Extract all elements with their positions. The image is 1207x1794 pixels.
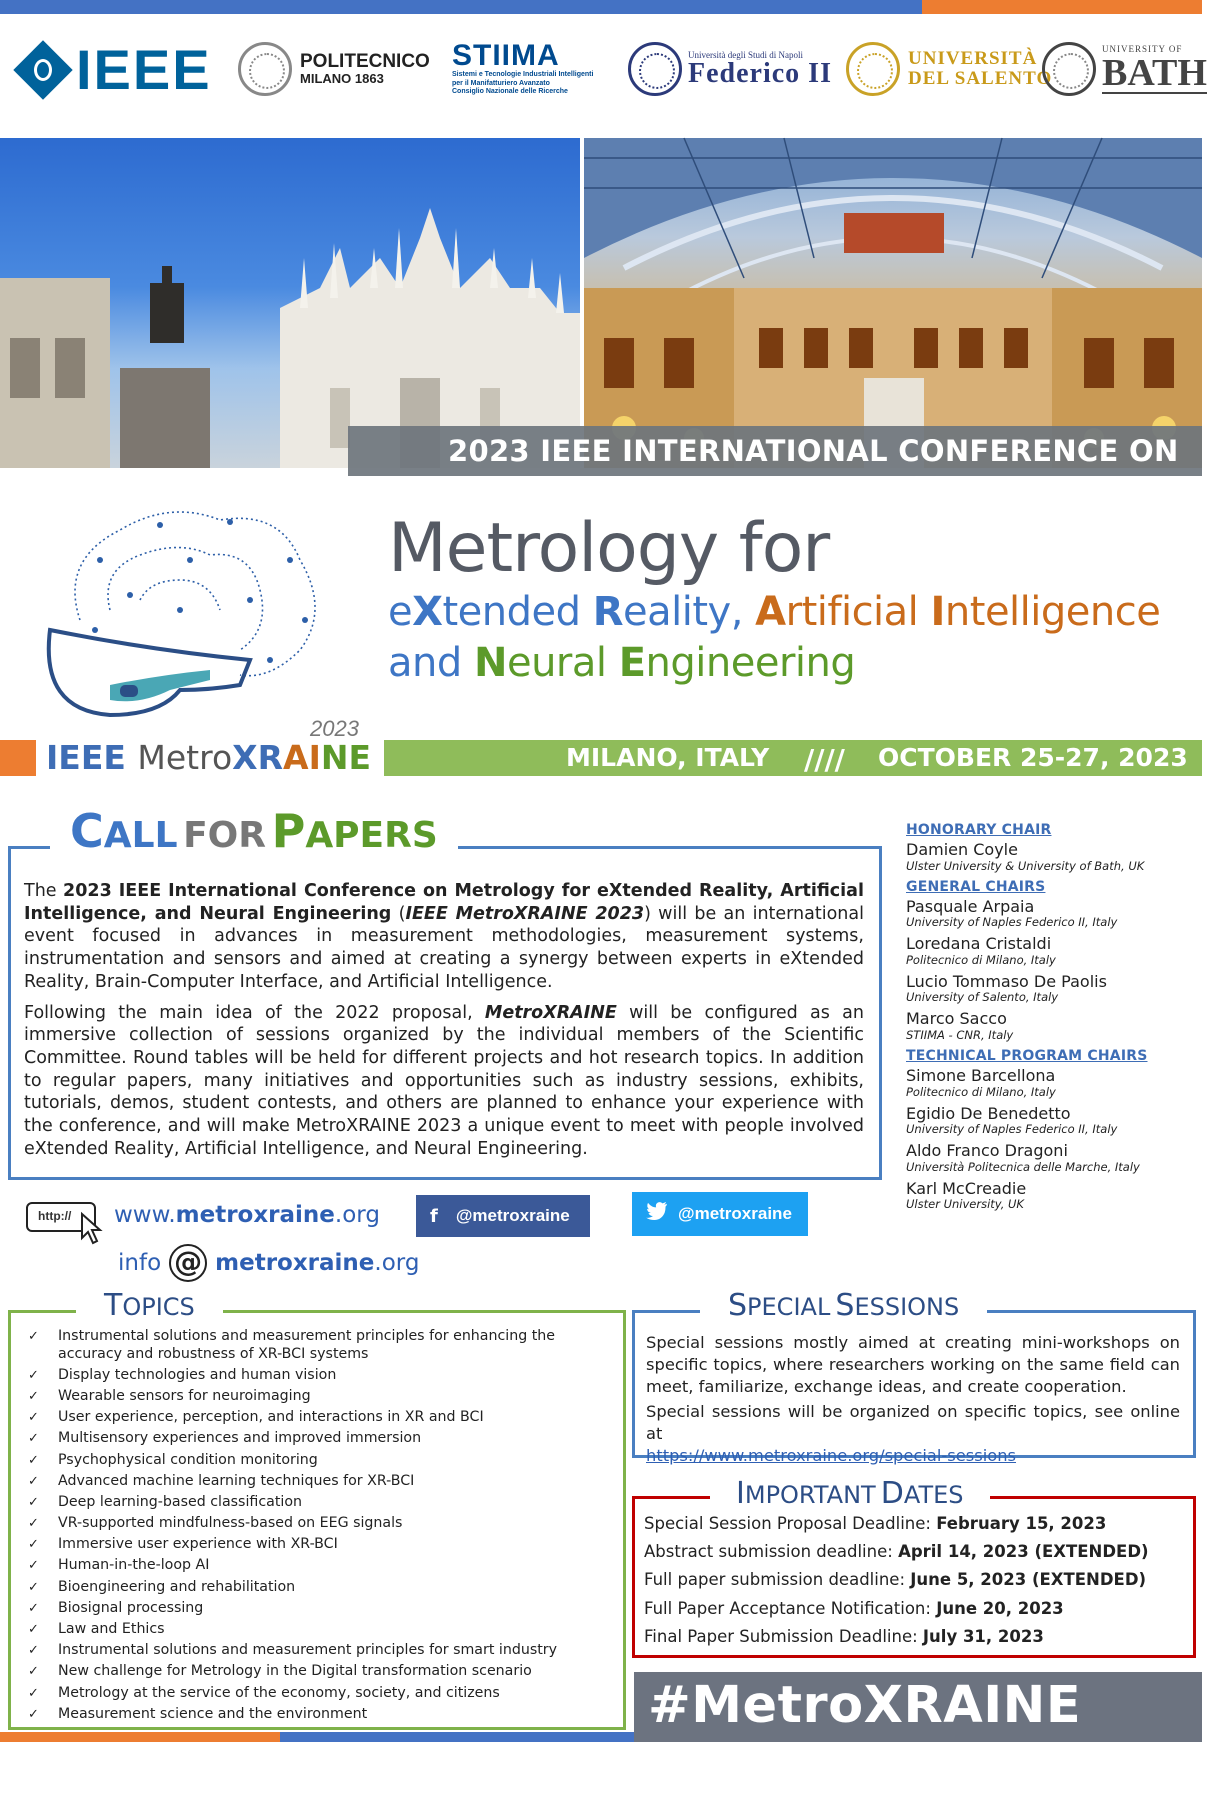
date-row — [644, 1599, 1184, 1627]
line2-seg: I — [930, 588, 945, 635]
line3-seg: ngineering — [645, 639, 856, 686]
twitter-icon — [646, 1202, 668, 1226]
ss-paragraph-1: Special sessions mostly aimed at creating mini-workshops on specific topics, where researchers working on the same field can meet, familiarize, exchange ideas, and create cooperation. — [646, 1333, 1180, 1396]
chair-affiliation: University of Salento, Italy — [906, 990, 1059, 1005]
facebook-handle: @metroxraine — [455, 1206, 570, 1225]
cfp-p1-c: ( — [391, 903, 406, 924]
bath-top: UNIVERSITY OF — [1102, 43, 1183, 54]
topic-item: ✓ User experience, perception, and interactions in XR and BCI — [28, 1409, 618, 1427]
web-post: .org — [334, 1202, 380, 1228]
chair-name: Karl McCreadie — [906, 1178, 1027, 1198]
line2-seg: X — [412, 588, 443, 635]
polimi-sub: MILANO 1863 — [300, 71, 384, 87]
date-row — [644, 1514, 1184, 1542]
important-dates-heading — [710, 1476, 990, 1511]
bottom-accent-bar — [0, 1732, 634, 1742]
chair-name: Pasquale Arpaia — [906, 896, 1035, 916]
topic-item: ✓ Biosignal processing — [28, 1600, 618, 1618]
date-value: June 5, 2023 (EXTENDED) — [910, 1570, 1147, 1590]
ieee-logo-text: IEEE — [76, 37, 212, 101]
cfp-title-all: ALL — [103, 815, 178, 856]
topic-item: ✓ Law and Ethics — [28, 1621, 618, 1639]
dates-title-ates: ATES — [903, 1481, 964, 1509]
line2-seg: tended — [442, 588, 593, 635]
polimi-seal-icon — [238, 42, 292, 96]
topic-item: ✓ Bioengineering and rehabilitation — [28, 1579, 618, 1597]
stiima-sub2: Consiglio Nazionale delle Ricerche — [452, 88, 568, 96]
chair-name: Marco Sacco — [906, 1009, 1007, 1029]
metroxraine-logo-text — [46, 738, 371, 777]
logo-ai: AI — [283, 738, 321, 777]
line3-seg: N — [473, 639, 507, 686]
cfp-title-c: C — [70, 804, 104, 858]
twitter-handle: @metroxraine — [678, 1204, 792, 1223]
cfp-heading — [50, 804, 458, 858]
ss-title-pecial: PECIAL — [747, 1293, 831, 1321]
event-location: MILANO, ITALY — [566, 743, 770, 772]
cursor-icon — [80, 1212, 108, 1254]
ieee-diamond-icon — [12, 39, 72, 99]
cfp-p1-e: ) will be an international event focused in advances in measurement methodologies, measurement systems, instrumentation and sensors and aimed at creating a synergy between experts in eXtended Reality, Brain-Computer Interface, and Artificial Intelligence. — [24, 903, 864, 992]
chair-affiliation: Politecnico di Milano, Italy — [906, 1084, 1056, 1099]
topics-list — [28, 1328, 618, 1727]
facebook-icon: f — [430, 1205, 438, 1227]
chair-name: Damien Coyle — [906, 840, 1018, 859]
mail-bold: metroxraine — [215, 1250, 375, 1276]
title-line1: Metrology for — [388, 509, 830, 588]
cfp-title-p: P — [271, 804, 306, 858]
galleria-photo — [584, 138, 1202, 468]
topic-item: ✓ Human-in-the-loop AI — [28, 1557, 618, 1575]
milan-cathedral-photo — [0, 138, 580, 468]
logo-year: 2023 — [310, 716, 359, 741]
polimi-logo — [238, 30, 430, 108]
line3-seg: and — [388, 639, 474, 686]
chair-affiliation: STIIMA - CNR, Italy — [906, 1027, 1014, 1042]
chair-name: Egidio De Benedetto — [906, 1103, 1071, 1123]
special-sessions-link[interactable]: https://www.metroxraine.org/special-sessions — [646, 1445, 1017, 1465]
title-line3 — [388, 638, 1188, 689]
chairs-list — [906, 818, 1196, 1217]
chair-name: Lucio Tommaso De Paolis — [906, 971, 1107, 991]
brain-glasses-logo — [40, 500, 340, 730]
topic-item: ✓ Multisensory experiences and improved immersion — [28, 1430, 618, 1448]
cfp-p1-a: The — [24, 881, 64, 901]
logo-r: R — [257, 738, 284, 777]
dates-title-mportant: MPORTANT — [744, 1481, 876, 1509]
chair-affiliation: Politecnico di Milano, Italy — [906, 952, 1056, 967]
stiima-logo — [452, 30, 602, 108]
chair-affiliation: Ulster University, UK — [906, 1197, 1024, 1212]
federico-name: Federico II — [688, 58, 832, 89]
line3-seg: E — [618, 639, 646, 686]
at-icon: @ — [169, 1244, 207, 1282]
topic-item: ✓ Instrumental solutions and measurement principles for smart industry — [28, 1642, 618, 1660]
stiima-sub: Sistemi e Tecnologie Industriali Intelligenti per il Manifatturiero Avanzato — [452, 71, 594, 87]
ss-title-s1: S — [728, 1288, 748, 1323]
federico-logo — [628, 30, 832, 108]
cfp-p2-acronym: MetroXRAINE — [484, 1002, 617, 1023]
cfp-body — [24, 880, 864, 1168]
cfp-p1-acronym: IEEE MetroXRAINE 2023 — [405, 903, 645, 924]
chair-affiliation: Ulster University & University of Bath, UK — [906, 858, 1145, 873]
date-label: Abstract submission deadline: — [644, 1542, 899, 1562]
date-value: February 15, 2023 — [936, 1514, 1107, 1533]
logo-ieee: IEEE — [46, 738, 126, 777]
date-row — [644, 1542, 1184, 1570]
ss-title-essions: ESSIONS — [854, 1293, 960, 1321]
event-dates: OCTOBER 25-27, 2023 — [878, 743, 1188, 772]
top-accent-bar — [0, 0, 1202, 14]
line3-seg: eural — [506, 639, 619, 686]
line2-seg: eality, — [623, 588, 756, 635]
date-value: July 31, 2023 — [922, 1626, 1044, 1646]
line2-seg: rtificial — [785, 588, 931, 635]
topic-item: ✓ Metrology at the service of the economy, society, and citizens — [28, 1685, 618, 1703]
special-sessions-heading — [700, 1288, 987, 1323]
line2-seg: e — [388, 588, 413, 635]
twitter-button[interactable] — [632, 1192, 808, 1236]
mail-post: .org — [374, 1250, 420, 1276]
salento-logo — [846, 30, 1052, 108]
stiima-name: STIIMA — [452, 39, 560, 73]
ieee-logo — [12, 30, 212, 108]
ss-title-s2: S — [835, 1288, 855, 1323]
date-value: April 14, 2023 (EXTENDED) — [898, 1542, 1149, 1562]
conference-title — [388, 509, 1188, 689]
polimi-name: POLITECNICO — [300, 51, 430, 73]
topics-title-opics: OPICS — [122, 1293, 195, 1321]
date-value: June 20, 2023 — [936, 1598, 1064, 1618]
salento-seal-icon — [846, 42, 900, 96]
topic-item: ✓ Deep learning-based classification — [28, 1494, 618, 1512]
chair-affiliation: University of Naples Federico II, Italy — [906, 1122, 1118, 1137]
cfp-p2-c: will be configured as an immersive collection of sessions organized by the individual members of the Scientific Committee. Round tables will be held for different projects and hot research topics. In addition to regular papers, many initiatives and opportunities such as industry sessions, exhibits, tutorials, demos, student contests, and others are planned to enhance your experience with the conference, and will make MetroXRAINE 2023 a unique event to meet with people involved eXtended Reality, Artificial Intelligence, and Neural Engineering. — [24, 1002, 864, 1159]
mail-pre: info — [118, 1250, 162, 1276]
cfp-paragraph-2 — [24, 1002, 864, 1161]
date-label: Full paper submission deadline: — [644, 1570, 911, 1590]
salento-line1: UNIVERSITÀ — [908, 48, 1038, 70]
bath-seal-icon — [1042, 42, 1096, 96]
orange-accent-square — [0, 740, 36, 776]
logo-x: X — [232, 738, 258, 777]
web-bold: metroxraine — [175, 1202, 335, 1228]
salento-line2: DEL SALENTO — [908, 68, 1053, 89]
federico-top: Università degli Studi di Napoli — [688, 50, 803, 60]
dates-title-d: D — [880, 1476, 904, 1511]
event-info-bar — [384, 740, 1202, 776]
cfp-title-for: FOR — [183, 815, 267, 856]
cfp-title-apers: APERS — [305, 815, 438, 856]
special-sessions-body — [646, 1332, 1180, 1467]
topic-item: ✓ Psychophysical condition monitoring — [28, 1452, 618, 1470]
topic-item: ✓ Measurement science and the environment — [28, 1706, 618, 1724]
conference-banner: 2023 IEEE INTERNATIONAL CONFERENCE ON — [348, 426, 1202, 476]
bath-name: BATH — [1102, 51, 1207, 94]
topic-item: ✓ VR-supported mindfulness-based on EEG signals — [28, 1515, 618, 1533]
topic-item: ✓ Advanced machine learning techniques for XR-BCI — [28, 1473, 618, 1491]
topic-item: ✓ New challenge for Metrology in the Digital transformation scenario — [28, 1663, 618, 1681]
topic-item: ✓ Immersive user experience with XR-BCI — [28, 1536, 618, 1554]
important-dates-list — [644, 1514, 1184, 1655]
logo-ne: NE — [320, 738, 372, 777]
topics-heading — [76, 1288, 223, 1323]
title-line2 — [388, 587, 1188, 638]
http-icon: http:// — [26, 1202, 96, 1232]
cfp-p1-conf-name: 2023 IEEE International Conference on Metrology for eXtended Reality, Artificial Intelligence, and Neural Engineering — [24, 881, 864, 924]
web-pre: www. — [114, 1202, 176, 1228]
chair-affiliation: University of Naples Federico II, Italy — [906, 915, 1118, 930]
topic-item: ✓ Instrumental solutions and measurement principles for enhancing the accuracy and robustness of XR-BCI systems — [28, 1328, 618, 1363]
date-label: Full Paper Acceptance Notification: — [644, 1598, 937, 1618]
cfp-p2-a: Following the main idea of the 2022 proposal, — [24, 1002, 485, 1023]
event-separator: //// — [804, 743, 845, 776]
facebook-button[interactable] — [416, 1195, 590, 1237]
line2-seg: A — [755, 588, 786, 635]
chair-name: Simone Barcellona — [906, 1065, 1056, 1085]
chair-name: Aldo Franco Dragoni — [906, 1141, 1068, 1161]
topic-item: ✓ Wearable sensors for neuroimaging — [28, 1388, 618, 1406]
date-row — [644, 1627, 1184, 1655]
chair-group-heading: HONORARY CHAIR — [906, 822, 1052, 838]
hashtag-banner: #MetroXRAINE 2023 — [634, 1672, 1202, 1742]
date-label: Special Session Proposal Deadline: — [644, 1514, 937, 1533]
email-link[interactable] — [118, 1244, 419, 1282]
chair-group-heading: GENERAL CHAIRS — [906, 878, 1046, 895]
bath-logo — [1042, 30, 1207, 108]
federico-seal-icon — [628, 42, 682, 96]
website-link[interactable] — [114, 1202, 380, 1228]
chair-group-heading: TECHNICAL PROGRAM CHAIRS — [906, 1047, 1148, 1064]
logo-metro: Metro — [137, 738, 233, 777]
topics-title-t: T — [104, 1288, 123, 1323]
chair-name: Loredana Cristaldi — [906, 934, 1052, 954]
line2-seg: ntelligence — [944, 588, 1161, 635]
chair-affiliation: Università Politecnica delle Marche, Italy — [906, 1159, 1140, 1174]
cfp-paragraph-1 — [24, 880, 864, 994]
date-row — [644, 1570, 1184, 1598]
line2-seg: R — [592, 588, 624, 635]
date-label: Final Paper Submission Deadline: — [644, 1626, 923, 1646]
topic-item: ✓ Display technologies and human vision — [28, 1367, 618, 1385]
dates-title-i: I — [736, 1476, 745, 1511]
ss-paragraph-2: Special sessions will be organized on specific topics, see online at — [646, 1402, 1180, 1444]
